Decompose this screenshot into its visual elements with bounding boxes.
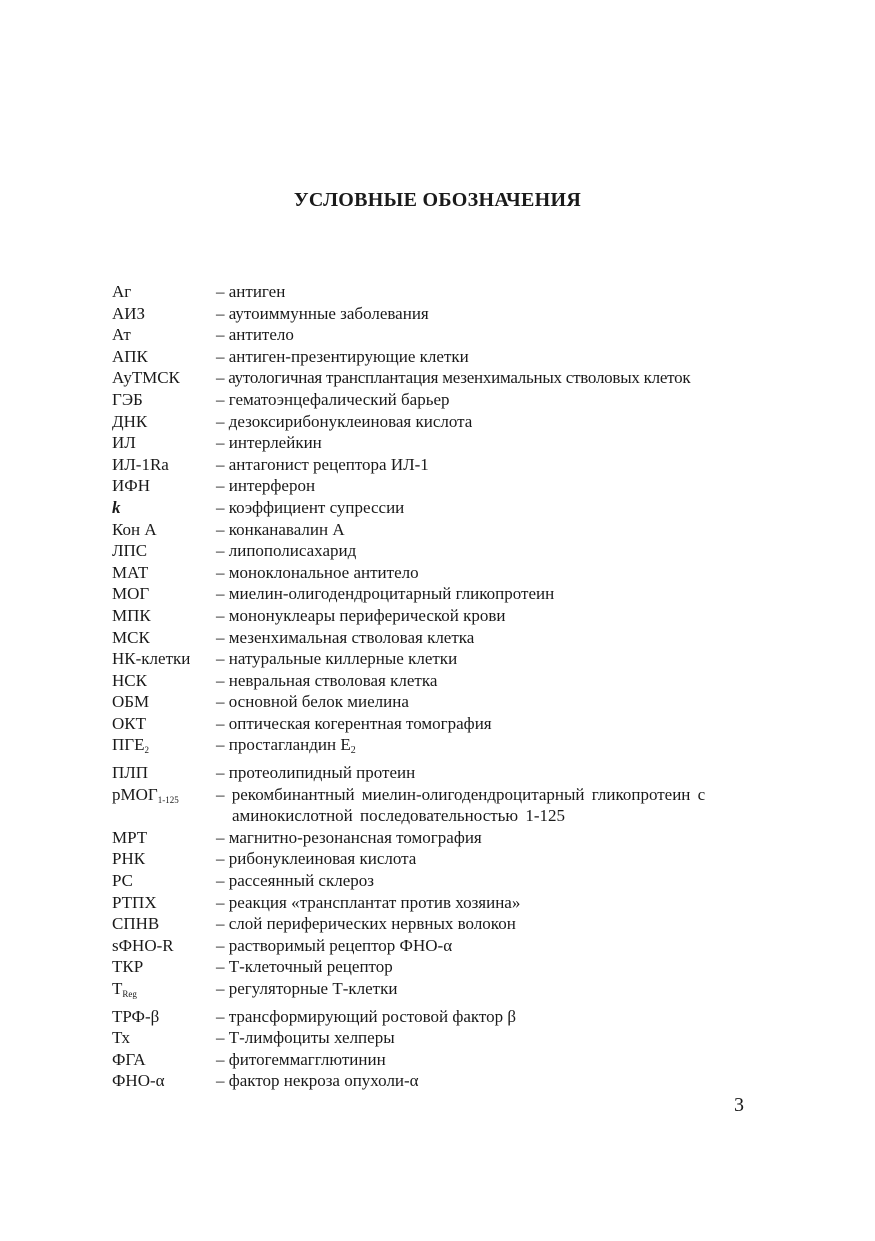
abbreviation: ОБМ: [112, 692, 150, 712]
abbreviation: ИФН: [112, 476, 150, 496]
definition: – коэффициент супрессии: [216, 497, 405, 517]
definition: – фактор некроза опухоли-α: [216, 1071, 419, 1091]
abbreviation: [112, 978, 216, 1006]
definition: – конканавалин А: [216, 519, 345, 539]
list-item: [112, 870, 772, 892]
definition: – аутологичная трансплантация мезенхимальных стволовых клеток: [216, 368, 691, 388]
definition: – Т-лимфоциты хелперы: [216, 1028, 395, 1048]
abbreviation: ФНО-α: [112, 1071, 165, 1091]
definition: – рекомбинантный миелин-олигодендроцитарный гликопротеин с аминокислотной последовательностью 1-125: [216, 784, 706, 826]
abbreviation: Ат: [112, 325, 131, 345]
abbreviation: Аг: [112, 282, 132, 301]
definition: – рибонуклеиновая кислота: [216, 849, 417, 869]
abbreviation: [112, 784, 216, 827]
abbreviation: ТРФ-β: [112, 1006, 160, 1026]
abbreviation: МРТ: [112, 827, 148, 847]
definition: – слой периферических нервных волокон: [216, 914, 516, 934]
list-item: [112, 324, 772, 346]
abbreviation: МОГ: [112, 584, 150, 604]
list-item: [112, 454, 772, 476]
definition: – протеолипидный протеин: [216, 763, 416, 783]
definition: – магнитно-резонансная томография: [216, 827, 482, 847]
abbreviation: ИЛ: [112, 433, 136, 453]
definition: – дезоксирибонуклеиновая кислота: [216, 411, 473, 431]
abbreviation-base: ПГЕ: [112, 735, 145, 755]
abbreviation-base: Т: [112, 979, 123, 998]
abbreviation: Тх: [112, 1028, 131, 1048]
abbreviation-list: [112, 281, 772, 1092]
list-item: [112, 1027, 772, 1049]
definition: – антитело: [216, 325, 294, 345]
abbreviation: НК-клетки: [112, 649, 191, 669]
list-item: [112, 670, 772, 692]
definition: – фитогеммагглютинин: [216, 1049, 386, 1069]
page-title: УСЛОВНЫЕ ОБОЗНАЧЕНИЯ: [293, 189, 582, 211]
definition: – невральная стволовая клетка: [216, 670, 438, 690]
list-item: [112, 367, 772, 389]
definition: – антагонист рецептора ИЛ-1: [216, 454, 429, 474]
list-item: [112, 519, 772, 541]
abbreviation: Кон А: [112, 519, 157, 539]
definition: [216, 734, 772, 762]
definition: – трансформирующий ростовой фактор β: [216, 1006, 517, 1026]
list-item: [112, 562, 772, 584]
definition: – аутоиммунные заболевания: [216, 303, 429, 323]
list-item: [112, 827, 772, 849]
abbreviation-subscript: 2: [144, 745, 149, 756]
abbreviation: sФНО-R: [112, 935, 174, 955]
abbreviation: РНК: [112, 849, 146, 869]
list-item: [112, 540, 772, 562]
definition: – основной белок миелина: [216, 692, 409, 712]
list-item: [112, 956, 772, 978]
definition: – интерлейкин: [216, 433, 322, 453]
abbreviation: k: [112, 497, 121, 517]
definition: – моноклональное антитело: [216, 562, 419, 582]
abbreviation: АуТМСК: [112, 368, 180, 388]
list-item: [112, 648, 772, 670]
list-item: [112, 389, 772, 411]
definition: – интерферон: [216, 476, 316, 496]
list-item: [112, 734, 772, 762]
abbreviation: ИЛ-1Ra: [112, 454, 169, 474]
definition: – натуральные киллерные клетки: [216, 649, 458, 669]
definition-subscript: 2: [350, 745, 356, 757]
abbreviation: ГЭБ: [112, 389, 143, 409]
definition: – антиген: [216, 282, 286, 301]
definition: – рассеянный склероз: [216, 871, 374, 891]
list-item: [112, 691, 772, 713]
abbreviation: [112, 734, 216, 762]
definition: – мононуклеары периферической крови: [216, 605, 506, 625]
abbreviation: АИЗ: [112, 303, 146, 323]
definition: – мезенхимальная стволовая клетка: [216, 627, 475, 647]
list-item: [112, 1070, 772, 1092]
abbreviation: ЛПС: [112, 541, 148, 561]
definition: – липополисахарид: [216, 541, 357, 561]
list-item: [112, 713, 772, 735]
abbreviation: ТКР: [112, 957, 144, 977]
list-item: [112, 497, 772, 519]
list-item: [112, 762, 772, 784]
definition: – реакция «трансплантат против хозяина»: [216, 892, 521, 912]
abbreviation: ДНК: [112, 411, 148, 431]
abbreviation: МАТ: [112, 562, 149, 582]
list-item: [112, 892, 772, 914]
abbreviation: РС: [112, 871, 134, 891]
definition: – оптическая когерентная томография: [216, 713, 492, 733]
list-item: [112, 848, 772, 870]
abbreviation: ОКТ: [112, 713, 146, 733]
definition: – Т-клеточный рецептор: [216, 957, 393, 977]
list-item: [112, 432, 772, 454]
abbreviation: ПЛП: [112, 763, 149, 783]
definition: – антиген-презентирующие клетки: [216, 346, 469, 366]
abbreviation: ФГА: [112, 1049, 146, 1069]
definition: – миелин-олигодендроцитарный гликопротеин: [216, 584, 555, 604]
abbreviation: НСК: [112, 670, 147, 690]
abbreviation: СПНВ: [112, 914, 160, 934]
list-item: [112, 1006, 772, 1028]
list-item: [112, 1049, 772, 1071]
abbreviation: МСК: [112, 627, 150, 647]
list-item: [112, 281, 772, 303]
definition: – гематоэнцефалический барьер: [216, 389, 450, 409]
definition: – растворимый рецептор ФНО-α: [216, 935, 453, 955]
list-item: [112, 627, 772, 649]
list-item: [112, 303, 772, 325]
list-item: [112, 411, 772, 433]
list-item: [112, 935, 772, 957]
definition-text: – простагландин Е: [216, 735, 351, 755]
abbreviation-subscript: 1-125: [157, 794, 179, 805]
list-item: [112, 913, 772, 935]
page-number: 3: [734, 1094, 744, 1116]
list-item: [112, 784, 772, 827]
abbreviation-base: рМОГ: [112, 784, 158, 804]
list-item: [112, 605, 772, 627]
definition: – регуляторные Т-клетки: [216, 979, 398, 998]
list-item: [112, 978, 772, 1006]
list-item: [112, 475, 772, 497]
abbreviation: РТПХ: [112, 892, 157, 912]
list-item: [112, 346, 772, 368]
list-item: [112, 583, 772, 605]
abbreviation-subscript: Reg: [122, 989, 137, 999]
abbreviation: АПК: [112, 346, 148, 366]
abbreviation: МПК: [112, 605, 151, 625]
